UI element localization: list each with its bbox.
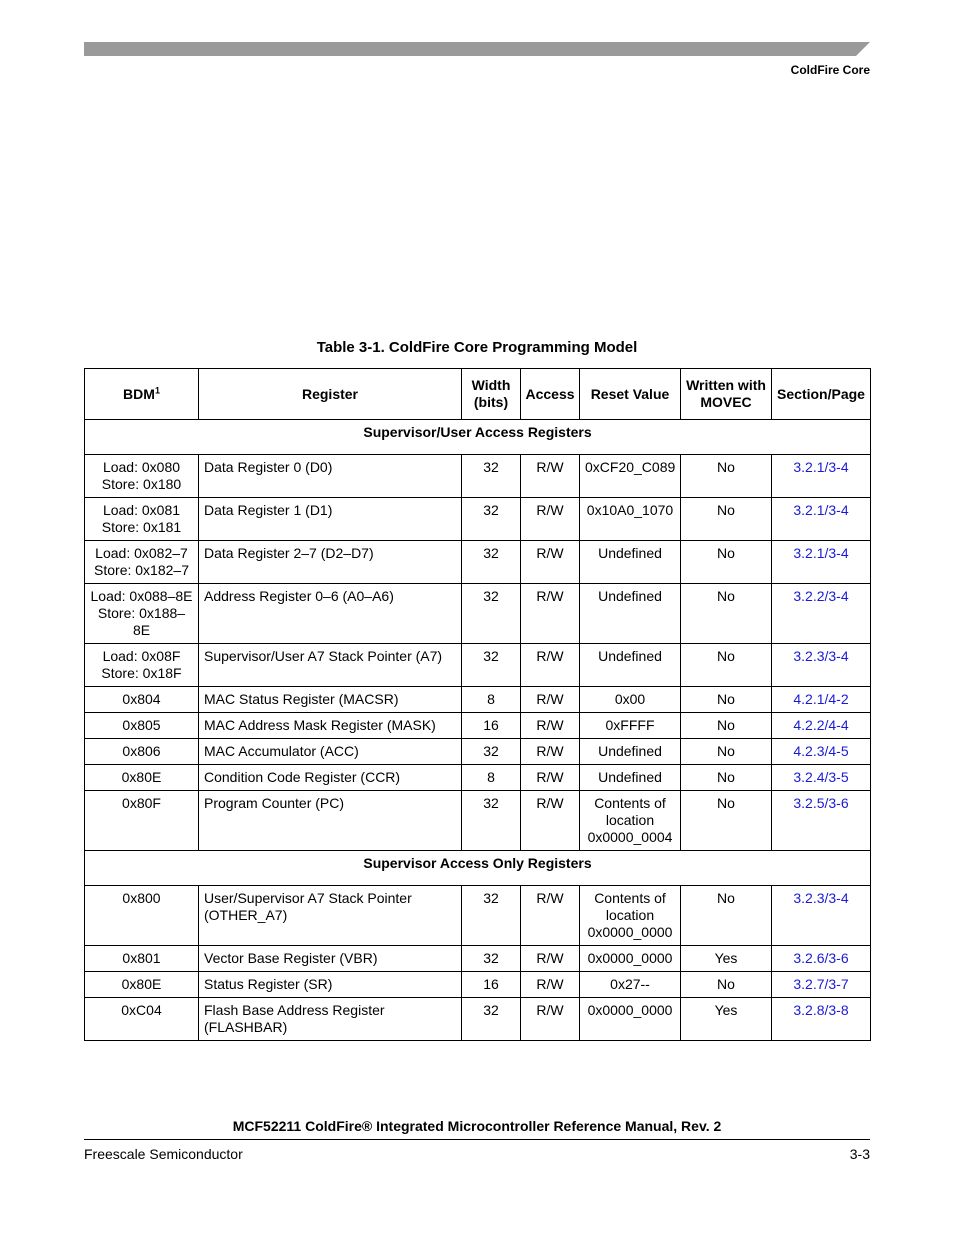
bdm-cell-line: Load: 0x082–7	[95, 545, 188, 561]
section-page-link[interactable]: 3.2.4/3-5	[793, 769, 849, 785]
width-cell: 32	[462, 886, 521, 946]
group-heading: Supervisor Access Only Registers	[85, 851, 871, 886]
reset-value-cell-line: 0x0000_0000	[587, 1002, 673, 1018]
register-cell	[199, 644, 462, 687]
reset-value-cell-line: Undefined	[598, 545, 662, 561]
table-row	[85, 739, 871, 765]
access-cell: R/W	[521, 644, 580, 687]
table-row	[85, 541, 871, 584]
reset-value-cell	[580, 946, 681, 972]
register-cell	[199, 886, 462, 946]
section-page-cell	[772, 644, 871, 687]
reset-value-cell-line: 0xFFFF	[605, 717, 655, 733]
section-page-link[interactable]: 3.2.5/3-6	[793, 795, 849, 811]
col-header-section-page: Section/Page	[772, 369, 871, 420]
section-page-link[interactable]: 4.2.2/4-4	[793, 717, 849, 733]
register-cell	[199, 791, 462, 851]
group-heading: Supervisor/User Access Registers	[85, 420, 871, 455]
register-cell-line: MAC Address Mask Register (MASK)	[204, 717, 436, 733]
programming-model-table	[84, 368, 871, 1041]
register-cell-line: Condition Code Register (CCR)	[204, 769, 401, 785]
table-title: Table 3-1. ColdFire Core Programming Model	[316, 339, 638, 356]
bdm-cell-line: Load: 0x08F	[102, 648, 181, 664]
section-page-cell	[772, 946, 871, 972]
page-number: 3-3	[849, 1146, 870, 1162]
table-row	[85, 498, 871, 541]
section-page-link[interactable]: 3.2.2/3-4	[793, 588, 849, 604]
register-cell-line: Address Register 0–6 (A0–A6)	[204, 588, 394, 604]
movec-cell: No	[681, 765, 772, 791]
width-cell: 32	[462, 498, 521, 541]
bdm-cell-line: Store: 0x181	[101, 519, 182, 535]
section-page-link[interactable]: 3.2.1/3-4	[793, 459, 849, 475]
reset-value-cell-line: 0x0000_0000	[587, 924, 673, 940]
section-page-cell	[772, 584, 871, 644]
width-cell: 32	[462, 739, 521, 765]
register-cell-line: MAC Accumulator (ACC)	[204, 743, 359, 759]
bdm-cell-line: 0x800	[122, 890, 161, 906]
bdm-cell-line: 0x805	[122, 717, 161, 733]
access-cell: R/W	[521, 541, 580, 584]
width-cell: 32	[462, 541, 521, 584]
group-row	[85, 420, 871, 455]
bdm-cell	[85, 644, 199, 687]
bdm-cell	[85, 946, 199, 972]
register-cell	[199, 584, 462, 644]
register-cell	[199, 498, 462, 541]
movec-cell: No	[681, 541, 772, 584]
table-row	[85, 886, 871, 946]
width-cell: 32	[462, 791, 521, 851]
bdm-cell	[85, 687, 199, 713]
movec-cell: No	[681, 584, 772, 644]
section-page-link[interactable]: 3.2.3/3-4	[793, 890, 849, 906]
running-header: ColdFire Core	[790, 63, 870, 77]
col-header-written-with-movec: Written with MOVEC	[681, 369, 772, 420]
width-cell: 16	[462, 972, 521, 998]
movec-cell: No	[681, 498, 772, 541]
bdm-cell	[85, 765, 199, 791]
reset-value-cell	[580, 791, 681, 851]
section-page-link[interactable]: 3.2.8/3-8	[793, 1002, 849, 1018]
reset-value-cell	[580, 972, 681, 998]
width-cell: 32	[462, 644, 521, 687]
movec-cell: No	[681, 886, 772, 946]
register-cell-line: Program Counter (PC)	[204, 795, 345, 811]
reset-value-cell-line: 0xCF20_C089	[585, 459, 676, 475]
movec-cell: No	[681, 739, 772, 765]
movec-cell: Yes	[681, 946, 772, 972]
reset-value-cell	[580, 739, 681, 765]
reset-value-cell-line: 0x0000_0004	[587, 829, 673, 845]
register-cell	[199, 455, 462, 498]
movec-cell: No	[681, 972, 772, 998]
bdm-cell-line: 0x804	[122, 691, 161, 707]
table-row	[85, 998, 871, 1041]
bdm-cell	[85, 541, 199, 584]
reset-value-cell-line: Undefined	[598, 769, 662, 785]
section-page-cell	[772, 541, 871, 584]
bdm-cell-line: Store: 0x182–7	[94, 562, 189, 578]
bdm-cell-line: Load: 0x081	[102, 502, 181, 518]
reset-value-cell-line: 0x27--	[610, 976, 650, 992]
table-row	[85, 791, 871, 851]
access-cell: R/W	[521, 455, 580, 498]
reset-value-cell	[580, 886, 681, 946]
section-page-link[interactable]: 3.2.3/3-4	[793, 648, 849, 664]
register-cell	[199, 713, 462, 739]
reset-value-cell	[580, 498, 681, 541]
access-cell: R/W	[521, 972, 580, 998]
width-cell: 32	[462, 998, 521, 1041]
section-page-link[interactable]: 3.2.1/3-4	[793, 545, 849, 561]
access-cell: R/W	[521, 765, 580, 791]
col-header-reset-value: Reset Value	[580, 369, 681, 420]
bdm-cell-line: Store: 0x18F	[101, 665, 182, 681]
access-cell: R/W	[521, 498, 580, 541]
register-cell-line: Supervisor/User A7 Stack Pointer (A7)	[204, 648, 443, 664]
register-cell	[199, 739, 462, 765]
width-cell: 32	[462, 455, 521, 498]
reset-value-cell-line: Contents of	[594, 795, 666, 811]
section-page-cell	[772, 765, 871, 791]
bdm-cell	[85, 739, 199, 765]
access-cell: R/W	[521, 998, 580, 1041]
bdm-cell	[85, 791, 199, 851]
section-page-link[interactable]: 3.2.7/3-7	[793, 976, 849, 992]
table-row	[85, 946, 871, 972]
bdm-cell-line: Store: 0x188–8E	[97, 605, 186, 638]
register-cell	[199, 765, 462, 791]
bdm-cell-line: 0x80E	[121, 976, 162, 992]
col-header-access: Access	[521, 369, 580, 420]
width-cell: 8	[462, 687, 521, 713]
access-cell: R/W	[521, 739, 580, 765]
register-cell-line: Data Register 2–7 (D2–D7)	[204, 545, 374, 561]
table-row	[85, 644, 871, 687]
table-row	[85, 713, 871, 739]
reset-value-cell-line: Undefined	[598, 588, 662, 604]
section-page-link[interactable]: 4.2.3/4-5	[793, 743, 849, 759]
bdm-cell-line: 0x80F	[122, 795, 161, 811]
section-page-link[interactable]: 3.2.6/3-6	[793, 950, 849, 966]
access-cell: R/W	[521, 946, 580, 972]
section-page-cell	[772, 739, 871, 765]
bdm-cell	[85, 998, 199, 1041]
bdm-cell-line: 0x801	[122, 950, 161, 966]
register-cell-line: MAC Status Register (MACSR)	[204, 691, 399, 707]
reset-value-cell-line: Contents of	[594, 890, 666, 906]
bdm-cell	[85, 455, 199, 498]
reset-value-cell	[580, 765, 681, 791]
register-cell	[199, 946, 462, 972]
movec-cell: No	[681, 713, 772, 739]
footer-rule	[84, 1139, 870, 1140]
reset-value-cell-line: location	[605, 907, 655, 923]
register-cell-line: User/Supervisor A7 Stack Pointer	[204, 890, 412, 906]
header-bar	[84, 42, 870, 56]
reset-value-cell	[580, 687, 681, 713]
table-header-row	[85, 369, 871, 420]
bdm-cell	[85, 713, 199, 739]
reset-value-cell-line: 0x0000_0000	[587, 950, 673, 966]
footer-publisher: Freescale Semiconductor	[84, 1146, 243, 1162]
reset-value-cell	[580, 455, 681, 498]
movec-cell: No	[681, 455, 772, 498]
register-cell	[199, 972, 462, 998]
col-header-register: Register	[199, 369, 462, 420]
table-row	[85, 765, 871, 791]
bdm-cell-line: Load: 0x088–8E	[90, 588, 193, 604]
bdm-cell-line: Store: 0x180	[101, 476, 182, 492]
table-row	[85, 584, 871, 644]
footnote-ref: 1	[154, 384, 160, 395]
bdm-cell-line: 0x806	[122, 743, 161, 759]
reset-value-cell	[580, 644, 681, 687]
register-cell-line: (OTHER_A7)	[204, 907, 288, 923]
access-cell: R/W	[521, 713, 580, 739]
reset-value-cell-line: 0x10A0_1070	[586, 502, 674, 518]
register-cell-line: Data Register 1 (D1)	[204, 502, 333, 518]
register-cell-line: Data Register 0 (D0)	[204, 459, 333, 475]
width-cell: 8	[462, 765, 521, 791]
section-page-cell	[772, 498, 871, 541]
bdm-cell	[85, 886, 199, 946]
register-cell-line: Vector Base Register (VBR)	[204, 950, 378, 966]
footer-title: MCF52211 ColdFire® Integrated Microcontroller Reference Manual, Rev. 2	[232, 1118, 722, 1134]
section-page-cell	[772, 972, 871, 998]
movec-cell: No	[681, 687, 772, 713]
bdm-cell	[85, 972, 199, 998]
section-page-cell	[772, 455, 871, 498]
access-cell: R/W	[521, 687, 580, 713]
section-page-cell	[772, 886, 871, 946]
register-cell	[199, 687, 462, 713]
table-row	[85, 455, 871, 498]
section-page-cell	[772, 687, 871, 713]
register-cell-line: Flash Base Address Register	[204, 1002, 385, 1018]
width-cell: 32	[462, 946, 521, 972]
movec-cell: No	[681, 644, 772, 687]
reset-value-cell	[580, 584, 681, 644]
section-page-cell	[772, 998, 871, 1041]
width-cell: 32	[462, 584, 521, 644]
section-page-cell	[772, 713, 871, 739]
bdm-cell-line: 0x80E	[121, 769, 162, 785]
register-cell-line: Status Register (SR)	[204, 976, 333, 992]
reset-value-cell-line: 0x00	[614, 691, 646, 707]
bdm-cell	[85, 498, 199, 541]
section-page-link[interactable]: 4.2.1/4-2	[793, 691, 849, 707]
bdm-cell-line: 0xC04	[121, 1002, 162, 1018]
access-cell: R/W	[521, 886, 580, 946]
register-cell-line: (FLASHBAR)	[204, 1019, 288, 1035]
section-page-link[interactable]: 3.2.1/3-4	[793, 502, 849, 518]
col-header-bdm: BDM$^1$	[85, 369, 199, 420]
register-cell	[199, 541, 462, 584]
reset-value-cell-line: Undefined	[598, 648, 662, 664]
reset-value-cell	[580, 541, 681, 584]
access-cell: R/W	[521, 584, 580, 644]
group-row	[85, 851, 871, 886]
reset-value-cell	[580, 713, 681, 739]
table-row	[85, 972, 871, 998]
movec-cell: No	[681, 791, 772, 851]
bdm-cell-line: Load: 0x080	[102, 459, 181, 475]
bdm-cell	[85, 584, 199, 644]
col-header-width: Width (bits)	[462, 369, 521, 420]
register-cell	[199, 998, 462, 1041]
section-page-cell	[772, 791, 871, 851]
reset-value-cell-line: location	[605, 812, 655, 828]
table-row	[85, 687, 871, 713]
reset-value-cell	[580, 998, 681, 1041]
width-cell: 16	[462, 713, 521, 739]
reset-value-cell-line: Undefined	[598, 743, 662, 759]
access-cell: R/W	[521, 791, 580, 851]
movec-cell: Yes	[681, 998, 772, 1041]
